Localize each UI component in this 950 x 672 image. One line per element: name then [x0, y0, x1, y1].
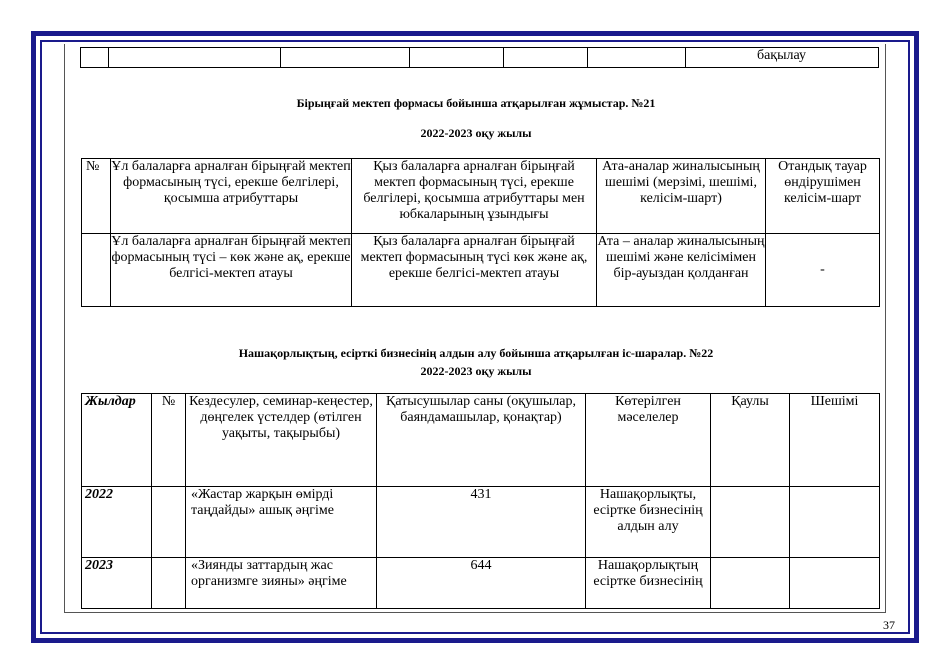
- col-header-number: №: [152, 394, 186, 487]
- page-number: 37: [883, 618, 895, 632]
- previous-table-fragment: [80, 47, 879, 68]
- table-row: [82, 487, 880, 558]
- table-cell: [711, 487, 790, 558]
- table-cell: [81, 48, 109, 68]
- table-row: [81, 48, 879, 68]
- col-header-years: Жылдар: [82, 394, 152, 487]
- table-cell: [152, 558, 186, 609]
- table-cell-participants: 431: [377, 487, 586, 558]
- table-cell-event: «Зиянды заттардың жас организмге зияны» әңгіме: [186, 558, 377, 609]
- table-cell: [281, 48, 410, 68]
- table-cell: [410, 48, 504, 68]
- table-cell: [504, 48, 588, 68]
- col-header-events: Кездесулер, семинар-кеңестер, дөңгелек үстелдер (өтілген уақыты, тақырыбы): [186, 394, 377, 487]
- table-cell: [790, 487, 880, 558]
- table-cell-participants: 644: [377, 558, 586, 609]
- table-cell: [711, 558, 790, 609]
- table-cell-year: 2022: [82, 487, 152, 558]
- col-header-parents: Ата-аналар жиналысының шешімі (мерзімі, шешімі, келісім-шарт): [597, 159, 766, 234]
- table-cell: [109, 48, 281, 68]
- table-cell-issues: Нашақорлықты, есірткe бизнесінің алдын алу: [586, 487, 711, 558]
- uniform-table: [81, 158, 880, 307]
- section22-title: Нашақорлықтың, есірткі бизнесінің алдын алу бойынша атқарылған іс-шаралар. №22: [238, 346, 714, 360]
- section22-year: 2022-2023 оқу жылы: [420, 364, 532, 378]
- section21-title: Бірыңғай мектеп формасы бойынша атқарылған жұмыстар. №21: [296, 96, 656, 110]
- table-cell: [790, 558, 880, 609]
- table-cell: [152, 487, 186, 558]
- table-cell-issues: Нашақорлықтың есірткe бизнесінің: [586, 558, 711, 609]
- section21-year: 2022-2023 оқу жылы: [420, 126, 532, 140]
- table-cell: -: [766, 234, 880, 307]
- frame-rule-left: [64, 44, 65, 612]
- col-header-girls: Қыз балаларға арналған бірыңғай мектеп формасының түсі, ерекше белгілері, қосымша атрибуттары мен юбкаларының ұзындығы: [352, 159, 597, 234]
- col-header-participants: Қатысушылар саны (оқушылар, баяндамашылар, қонақтар): [377, 394, 586, 487]
- table-cell-event: «Жастар жарқын өмірді таңдайды» ашық әңгіме: [186, 487, 377, 558]
- table-cell-year: 2023: [82, 558, 152, 609]
- table-header-row: [82, 394, 880, 487]
- table-cell: [588, 48, 686, 68]
- table-cell: Қыз балаларға арналған бірыңғай мектеп формасының түсі көк және ақ, ерекше белгісі-мектеп атауы: [352, 234, 597, 307]
- table-cell: Ата – аналар жиналысының шешімі және келісімімен бір-ауыздан қолданған: [597, 234, 766, 307]
- drug-prevention-table: [81, 393, 880, 609]
- col-header-decision: Шешімі: [790, 394, 880, 487]
- frame-rule-bottom: [64, 612, 886, 613]
- col-header-boys: Ұл балаларға арналған бірыңғай мектеп формасының түсі, ерекше белгілері, қосымша атрибуттары: [111, 159, 352, 234]
- col-header-issues: Көтерілген мәселелер: [586, 394, 711, 487]
- table-header-row: [82, 159, 880, 234]
- col-header-number: №: [82, 159, 111, 234]
- table-row: [82, 234, 880, 307]
- table-row: [82, 558, 880, 609]
- table-cell: Ұл балаларға арналған бірыңғай мектеп формасының түсі – көк және ақ, ерекше белгісі-мектеп атауы: [111, 234, 352, 307]
- table-cell: бақылау: [686, 48, 879, 68]
- col-header-contract: Отандық тауар өндірушімен келісім-шарт: [766, 159, 880, 234]
- col-header-resolution: Қаулы: [711, 394, 790, 487]
- table-cell: [82, 234, 111, 307]
